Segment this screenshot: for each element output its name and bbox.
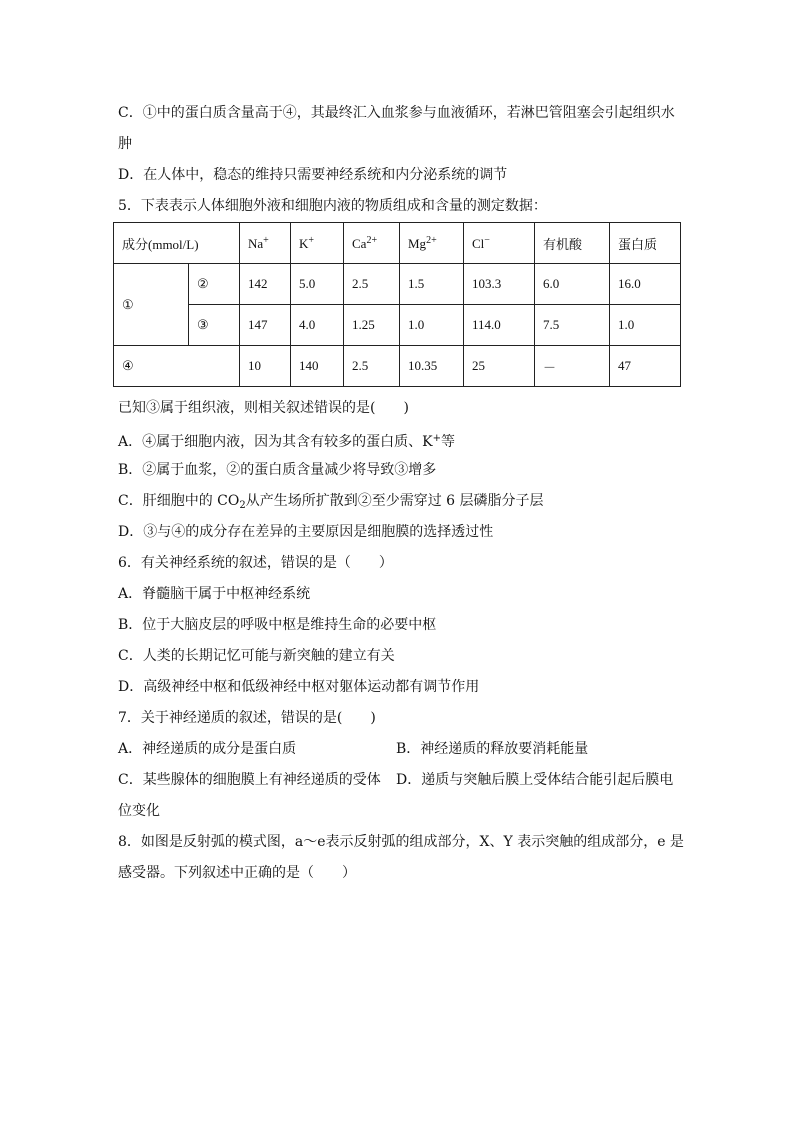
table-cell: 147 <box>240 305 291 346</box>
table-header-cell: $Ca^{2+}$ <box>344 223 400 264</box>
group-label: ① <box>114 264 189 346</box>
table-header-cell: $Mg^{2+}$ <box>400 223 464 264</box>
option-d: D．在人体中，稳态的维持只需要神经系统和内分泌系统的调节 <box>118 167 508 183</box>
table-cell: 1.25 <box>344 305 400 346</box>
table-row <box>114 346 681 387</box>
question-6-option-d: D．高级神经中枢和低级神经中枢对躯体运动都有调节作用 <box>118 679 480 695</box>
table-cell: 10.35 <box>400 346 464 387</box>
row-label: ③ <box>189 305 240 346</box>
table-header-row <box>114 223 681 264</box>
table-row <box>114 264 681 305</box>
question-7-option-a: A．神经递质的成分是蛋白质 <box>118 741 297 757</box>
table-cell: 16.0 <box>610 264 681 305</box>
question-7-option-d: D．递质与突触后膜上受体结合能引起后膜电 <box>396 772 674 788</box>
table-cell: 114.0 <box>464 305 535 346</box>
table-header-label: 成分(mmol/L) <box>114 223 240 264</box>
question-5-stem: 已知③属于组织液，则相关叙述错误的是( ) <box>118 400 409 416</box>
table-cell: 2.5 <box>344 264 400 305</box>
table-cell: － <box>535 346 610 387</box>
table-header-cell: 蛋白质 <box>610 223 681 264</box>
question-7-option-b: B．神经递质的释放要消耗能量 <box>396 741 589 757</box>
table-cell: 47 <box>610 346 681 387</box>
question-5-title: 5．下表表示人体细胞外液和细胞内液的物质组成和含量的测定数据： <box>118 198 547 214</box>
composition-table <box>113 222 681 387</box>
table-cell: 1.0 <box>610 305 681 346</box>
question-7-option-d-cont: 位变化 <box>118 803 160 819</box>
table-header-cell: Na+ <box>240 223 291 264</box>
table-cell: 4.0 <box>291 305 344 346</box>
table-row <box>114 305 681 346</box>
table-cell: 7.5 <box>535 305 610 346</box>
table-cell: 5.0 <box>291 264 344 305</box>
table-cell: 2.5 <box>344 346 400 387</box>
question-5-option-c: C．肝细胞中的 $CO_2$从产生场所扩散到②至少需穿过 6 层磷脂分子层 <box>118 493 544 511</box>
table-cell: 25 <box>464 346 535 387</box>
table-cell: 140 <box>291 346 344 387</box>
table-header-cell: 有机酸 <box>535 223 610 264</box>
table-header-cell: K+ <box>291 223 344 264</box>
row-label: ④ <box>114 346 240 387</box>
table-cell: 1.5 <box>400 264 464 305</box>
question-6-title: 6．有关神经系统的叙述，错误的是（ ） <box>118 555 393 571</box>
table-cell: 10 <box>240 346 291 387</box>
question-8-title: 8．如图是反射弧的模式图，a～e表示反射弧的组成部分，X、Y 表示突触的组成部分，e 是 <box>118 834 684 850</box>
question-8-title-cont: 感受器。下列叙述中正确的是（ ） <box>118 865 356 881</box>
table-cell: 142 <box>240 264 291 305</box>
question-6-option-a: A．脊髓脑干属于中枢神经系统 <box>118 586 311 602</box>
table-cell: 1.0 <box>400 305 464 346</box>
question-6-option-b: B．位于大脑皮层的呼吸中枢是维持生命的必要中枢 <box>118 617 437 633</box>
question-7-option-c: C．某些腺体的细胞膜上有神经递质的受体 <box>118 772 381 788</box>
table-cell: 6.0 <box>535 264 610 305</box>
question-6-option-c: C．人类的长期记忆可能与新突触的建立有关 <box>118 648 395 664</box>
table-header-cell: Cl− <box>464 223 535 264</box>
question-5-option-a: A．④属于细胞内液，因为其含有较多的蛋白质、K+等 <box>118 433 455 450</box>
row-label: ② <box>189 264 240 305</box>
table-cell: 103.3 <box>464 264 535 305</box>
question-5-option-b: B．②属于血浆，②的蛋白质含量减少将导致③增多 <box>118 462 437 478</box>
question-5-option-d: D．③与④的成分存在差异的主要原因是细胞膜的选择透过性 <box>118 524 494 540</box>
question-7-title: 7．关于神经递质的叙述，错误的是( ) <box>118 710 376 726</box>
option-c-line-2: 肿 <box>118 136 132 152</box>
option-c-line-1: C．①中的蛋白质含量高于④，其最终汇入血浆参与血液循环，若淋巴管阻塞会引起组织水 <box>118 105 675 121</box>
